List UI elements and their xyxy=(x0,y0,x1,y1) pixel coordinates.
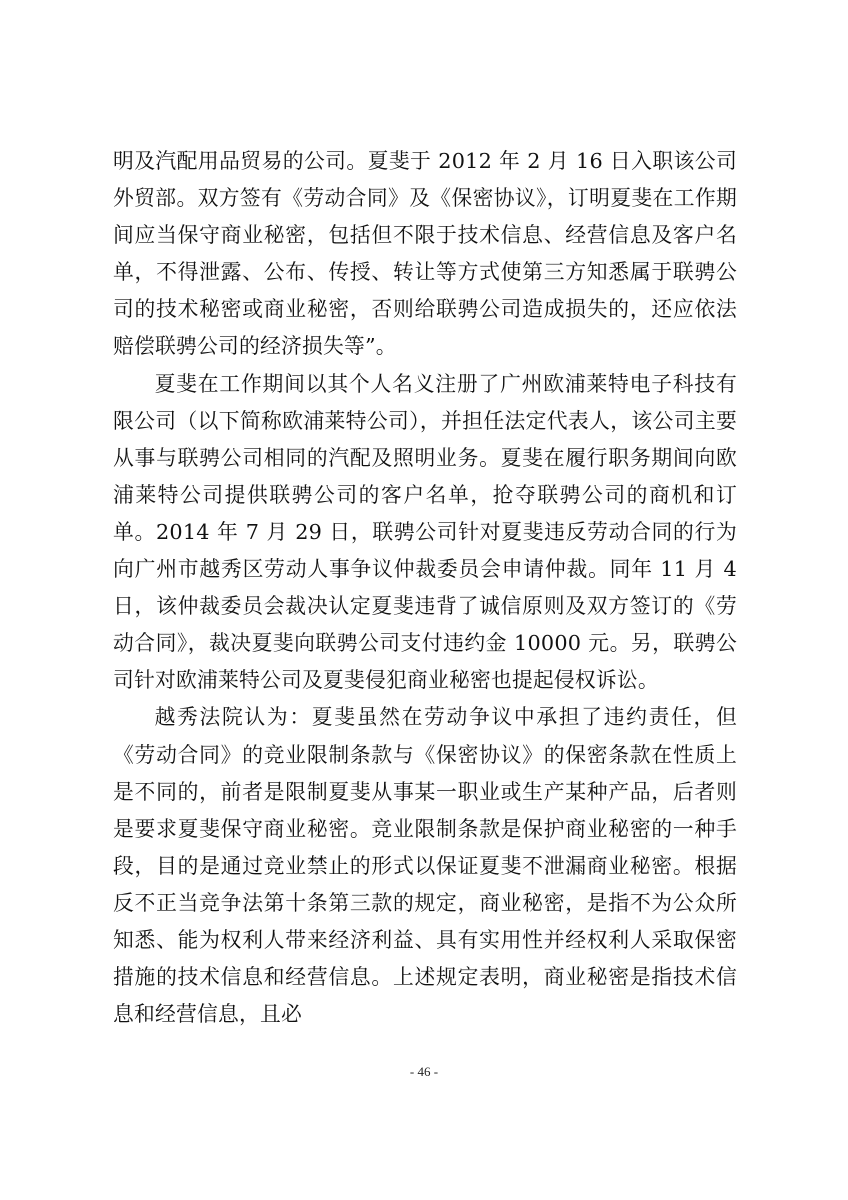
paragraph-1: 明及汽配用品贸易的公司。夏斐于 2012 年 2 月 16 日入职该公司外贸部。双方签有《劳动合同》及《保密协议》，订明夏斐在工作期间应当保守商业秘密，包括但不限于技术信息、经营信息及客户名单，不得泄露、公布、传授、转让等方式使第三方知悉属于联骋公司的技术秘密或商业秘密，否则给联骋公司造成损失的，还应依法赔偿联骋公司的经济损失等”。 xyxy=(113,149,737,359)
body-text xyxy=(113,143,737,1033)
page-number: - 46 - xyxy=(409,1064,439,1079)
paragraph-2: 夏斐在工作期间以其个人名义注册了广州欧浦莱特电子科技有限公司（以下简称欧浦莱特公司），并担任法定代表人，该公司主要从事与联骋公司相同的汽配及照明业务。夏斐在履行职务期间向欧浦莱特公司提供联骋公司的客户名单，抢夺联骋公司的商机和订单。2014 年 7 月 29 日，联骋公司针对夏斐违反劳动合同的行为向广州市越秀区劳动人事争议仲裁委员会申请仲裁。同年 11 月 4 日，该仲裁委员会裁决认定夏斐违背了诚信原则及双方签订的《劳动合同》，裁决夏斐向联骋公司支付违约金 10000 元。另，联骋公司针对欧浦莱特公司及夏斐侵犯商业秘密也提起侵权诉讼。 xyxy=(113,371,737,693)
paragraph-3: 越秀法院认为：夏斐虽然在劳动争议中承担了违约责任，但《劳动合同》的竞业限制条款与《保密协议》的保密条款在性质上是不同的，前者是限制夏斐从事某一职业或生产某种产品，后者则是要求夏斐保守商业秘密。竞业限制条款是保护商业秘密的一种手段，目的是通过竞业禁止的形式以保证夏斐不泄漏商业秘密。根据反不正当竞争法第十条第三款的规定，商业秘密，是指不为公众所知悉、能为权利人带来经济利益、具有实用性并经权利人采取保密措施的技术信息和经营信息。上述规定表明，商业秘密是指技术信息和经营信息，且必 xyxy=(113,705,737,1027)
